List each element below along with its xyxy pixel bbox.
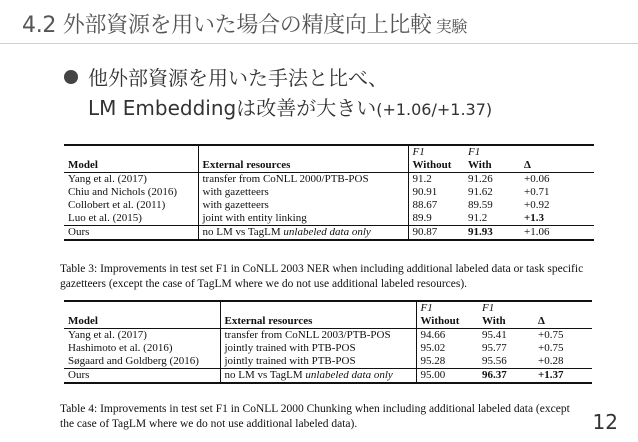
table-row: Yang et al. (2017) transfer from CoNLL 2000/PTB-POS 91.2 91.26 +0.06	[64, 173, 594, 187]
table-row-ours: Ours no LM vs TagLM unlabeled data only 95.00 96.37 +1.37	[64, 369, 592, 384]
f1-label: F1	[408, 145, 464, 159]
table-row-ours: Ours no LM vs TagLM unlabeled data only 90.87 91.93 +1.06	[64, 226, 594, 241]
table-header-row	[64, 159, 594, 173]
col-header-with: With	[478, 315, 534, 329]
col-header-resources: External resources	[198, 159, 408, 173]
table-row: Hashimoto et al. (2016) jointly trained with PTB-POS 95.02 95.77 +0.75	[64, 342, 592, 355]
slide-title	[22, 8, 467, 39]
table-3	[64, 144, 594, 241]
table-header-row	[64, 315, 592, 329]
col-header-delta: Δ	[520, 159, 594, 173]
col-header-with: With	[464, 159, 520, 173]
bullet-text-line-2	[88, 92, 492, 121]
slide-title-main: 4.2 外部資源を用いた場合の精度向上比較	[22, 13, 432, 38]
col-header-model: Model	[64, 315, 220, 329]
slide-title-sub: 実験	[435, 17, 468, 36]
f1-label: F1	[464, 145, 520, 159]
bullet-gain: (+1.06/+1.37)	[376, 100, 493, 119]
table-row: Luo et al. (2015) joint with entity linking 89.9 91.2 +1.3	[64, 212, 594, 226]
table-row: Søgaard and Goldberg (2016) jointly trained with PTB-POS 95.28 95.56 +0.28	[64, 355, 592, 369]
table-row: Collobert et al. (2011) with gazetteers 88.67 89.59 +0.92	[64, 199, 594, 212]
col-header-without: Without	[416, 315, 478, 329]
bullet-text-main: LM Embeddingは改善が大きい	[88, 96, 377, 120]
table-3-caption: Table 3: Improvements in test set F1 in CoNLL 2003 NER when including additional labeled data or task specific gazetteers (except the case of TagLM where we do not use additional labeled resources).	[60, 263, 584, 290]
table-row: Chiu and Nichols (2016) with gazetteers 90.91 91.62 +0.71	[64, 186, 594, 199]
col-header-delta: Δ	[534, 315, 592, 329]
bullet-text-line-1: 他外部資源を用いた手法と比べ、	[88, 66, 388, 90]
page-number: 12	[592, 410, 618, 434]
table-4	[64, 300, 592, 384]
title-divider	[0, 43, 638, 44]
f1-label: F1	[416, 301, 478, 315]
table-header-row	[64, 145, 594, 159]
table-row: Yang et al. (2017) transfer from CoNLL 2003/PTB-POS 94.66 95.41 +0.75	[64, 329, 592, 343]
col-header-without: Without	[408, 159, 464, 173]
col-header-model: Model	[64, 159, 198, 173]
f1-label: F1	[478, 301, 534, 315]
table-header-row	[64, 301, 592, 315]
col-header-resources: External resources	[220, 315, 416, 329]
bullet-dot-icon	[64, 70, 78, 84]
table-4-caption: Table 4: Improvements in test set F1 in CoNLL 2000 Chunking when including additional labeled data (except the case of TagLM where we do not use additional labeled data).	[60, 403, 570, 430]
